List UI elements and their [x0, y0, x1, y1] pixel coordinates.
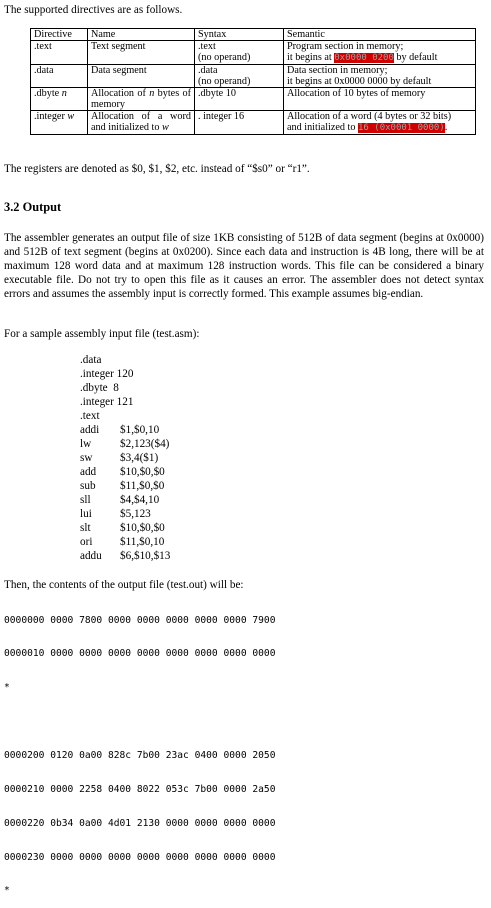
asm-operands: $1,$0,10 — [120, 424, 160, 436]
semantic-line: Allocation of a word (4 bytes or 32 bits) — [287, 111, 452, 122]
hexdump-line: 0000210 0000 2258 0400 8022 053c 7b00 0000 2a50 — [4, 783, 276, 795]
asm-operands: $10,$0,$0 — [120, 466, 165, 478]
semantic-line: Program section in memory; — [287, 41, 404, 52]
asm-line — [80, 367, 170, 381]
cell-name: Text segment — [88, 41, 195, 65]
asm-line — [80, 437, 170, 451]
asm-opcode: slt — [80, 522, 91, 534]
asm-line — [80, 493, 170, 507]
syntax-line: .data — [198, 65, 218, 76]
cell-name: Data segment — [88, 65, 195, 88]
cell-semantic — [284, 111, 476, 135]
hexdump-line: 0000230 0000 0000 0000 0000 0000 0000 0000 0000 — [4, 851, 276, 863]
cell-directive — [31, 88, 88, 111]
asm-line — [80, 549, 170, 563]
syntax-line: (no operand) — [198, 76, 251, 87]
semantic-line: it begins at 0x0000 0000 by default — [287, 76, 432, 87]
asm-line — [80, 451, 170, 465]
asm-operands: $11,$0,$0 — [120, 480, 165, 492]
asm-line — [80, 409, 170, 423]
hexdump — [4, 592, 275, 908]
asm-line — [80, 535, 170, 549]
table-header-row — [31, 29, 476, 41]
asm-line — [80, 479, 170, 493]
header-semantic: Semantic — [284, 29, 476, 41]
cell-semantic — [284, 41, 476, 65]
asm-operands: $4,$4,10 — [120, 494, 160, 506]
cell-directive: .text — [31, 41, 88, 65]
cell-syntax — [195, 41, 284, 65]
asm-operands: $10,$0,$0 — [120, 522, 165, 534]
asm-line — [80, 423, 170, 437]
asm-opcode: .integer 121 — [80, 396, 134, 408]
semantic-text: and initialized to — [287, 122, 359, 133]
asm-operands: $6,$10,$13 — [120, 550, 171, 562]
semantic-line — [287, 122, 472, 134]
asm-opcode: ori — [80, 536, 93, 548]
table-row — [31, 111, 476, 135]
asm-opcode: .data — [80, 354, 102, 366]
hexdump-line: 0000000 0000 7800 0000 0000 0000 0000 0000 7900 — [4, 614, 276, 626]
cell-name — [88, 88, 195, 111]
asm-line — [80, 381, 170, 395]
name-text: Allocation of a word and initialized to — [91, 111, 191, 133]
output-intro: Then, the contents of the output file (test.out) will be: — [4, 579, 244, 591]
asm-opcode: .dbyte 8 — [80, 382, 119, 394]
table-row — [31, 41, 476, 65]
directive-text: .integer — [34, 111, 68, 122]
asm-operands: $3,4($1) — [120, 452, 159, 464]
hexdump-gap — [4, 716, 275, 727]
name-variable: w — [162, 122, 169, 133]
header-directive: Directive — [31, 29, 88, 41]
asm-opcode: addi — [80, 424, 100, 436]
hexdump-line: 0000220 0b34 0a00 4d01 2130 0000 0000 0000 0000 — [4, 817, 276, 829]
asm-opcode: .integer 120 — [80, 368, 134, 380]
cell-directive — [31, 111, 88, 135]
asm-opcode: addu — [80, 550, 102, 562]
asm-line — [80, 395, 170, 409]
asm-operands: $5,123 — [120, 508, 151, 520]
asm-opcode: sw — [80, 452, 93, 464]
intro-text: The supported directives are as follows. — [4, 4, 183, 16]
directive-text: .dbyte — [34, 88, 62, 99]
header-name: Name — [88, 29, 195, 41]
asm-line — [80, 353, 170, 367]
semantic-text: by default — [393, 52, 438, 63]
semantic-line: Data section in memory; — [287, 65, 388, 76]
hexdump-line: * — [4, 885, 10, 897]
syntax-line: .text — [198, 41, 216, 52]
cell-syntax — [195, 65, 284, 88]
name-variable: n — [149, 88, 155, 99]
asm-opcode: lui — [80, 508, 92, 520]
name-text: bytes of memory — [91, 88, 191, 110]
asm-line — [80, 521, 170, 535]
asm-opcode: sub — [80, 480, 96, 492]
semantic-text: it begins at — [287, 52, 335, 63]
asm-opcode: lw — [80, 438, 92, 450]
highlighted-value: 16 (0x0001 0000) — [358, 123, 445, 133]
semantic-line — [287, 52, 472, 64]
hexdump-line: 0000010 0000 0000 0000 0000 0000 0000 0000 0000 — [4, 648, 276, 660]
cell-semantic: Allocation of 10 bytes of memory — [284, 88, 476, 111]
asm-operands: $11,$0,10 — [120, 536, 165, 548]
cell-directive: .data — [31, 65, 88, 88]
directive-variable: n — [61, 88, 67, 99]
header-syntax: Syntax — [195, 29, 284, 41]
cell-semantic — [284, 65, 476, 88]
registers-note: The registers are denoted as $0, $1, $2, etc. instead of “$s0” or “r1”. — [4, 163, 310, 175]
asm-line — [80, 507, 170, 521]
highlighted-address: 0x0000 0200 — [334, 53, 394, 63]
hexdump-line: 0000200 0120 0a00 828c 7b00 23ac 0400 0000 2050 — [4, 749, 276, 761]
cell-name — [88, 111, 195, 135]
sample-intro: For a sample assembly input file (test.asm): — [4, 328, 200, 340]
cell-syntax: . integer 16 — [195, 111, 284, 135]
cell-syntax: .dbyte 10 — [195, 88, 284, 111]
semantic-text: . — [444, 122, 448, 133]
asm-opcode: add — [80, 466, 97, 478]
table-row — [31, 65, 476, 88]
section-heading: 3.2 Output — [4, 200, 62, 214]
assembly-listing — [80, 353, 170, 563]
directives-table — [30, 28, 476, 135]
asm-opcode: sll — [80, 494, 91, 506]
directive-variable: w — [67, 111, 75, 122]
output-paragraph: The assembler generates an output file of size 1KB consisting of 512B of data segment (begins at 0x0000) and 512B of text segment (begins at 0x0200). Since each data and instruction is 4B long, there will be at maximum 128 word data and at maximum 128 instruction words. This file can be considered a binary executable file. Do not try to open this file as it causes an error. The assembler does not detect syntax errors and assumes the assembly input is correctly formed. This example assumes big-endian. — [4, 232, 484, 300]
hexdump-line: * — [4, 682, 10, 694]
name-text: Allocation of — [91, 88, 150, 99]
table-row — [31, 88, 476, 111]
asm-opcode: .text — [80, 410, 100, 422]
asm-line — [80, 465, 170, 479]
syntax-line: (no operand) — [198, 52, 251, 63]
asm-operands: $2,123($4) — [120, 438, 170, 450]
